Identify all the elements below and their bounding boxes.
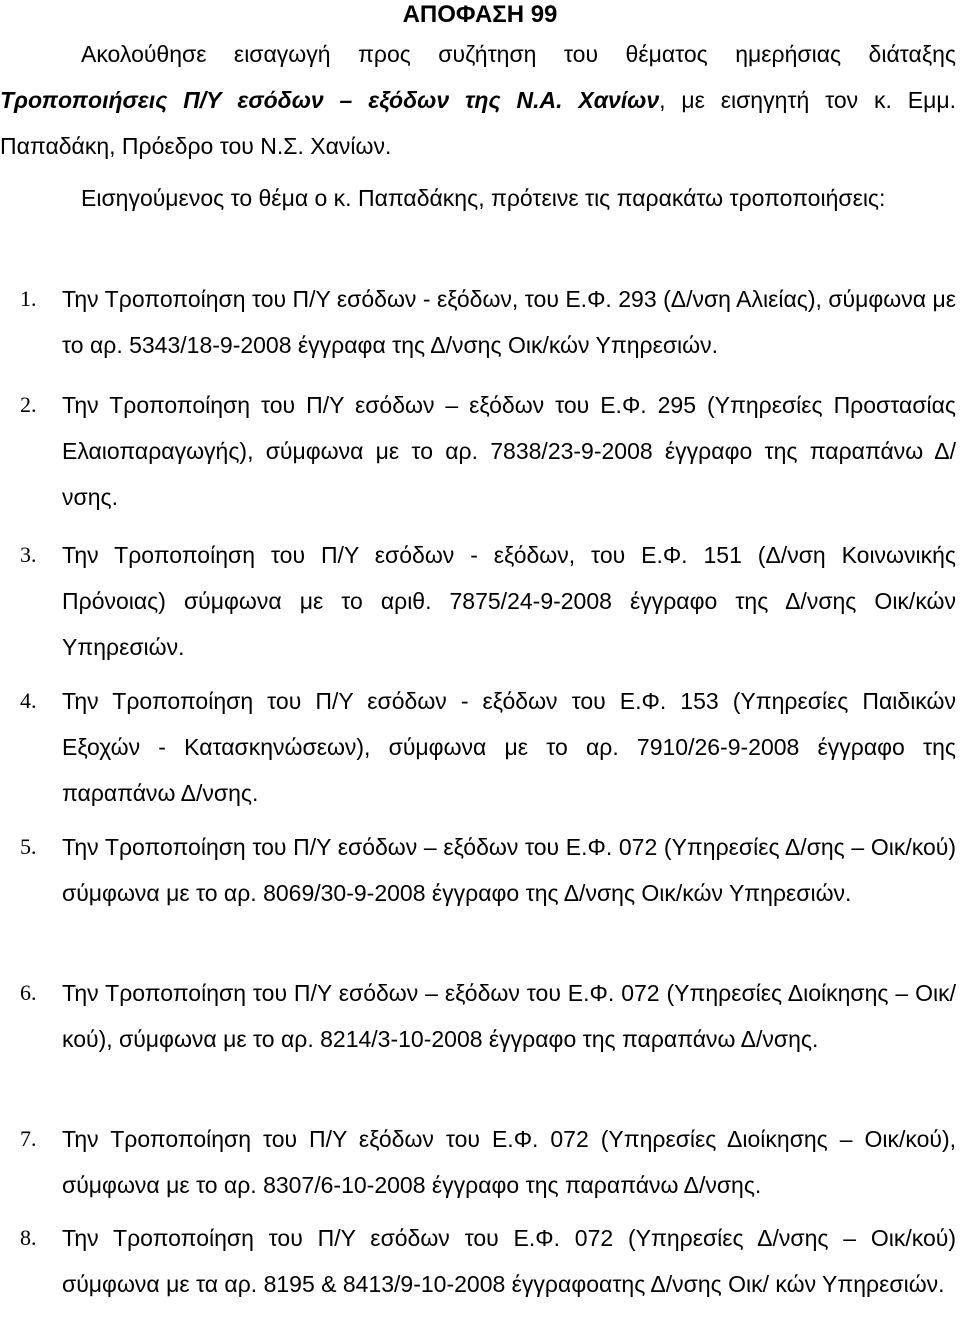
list-item-text: Την Τροποποίηση του Π/Υ εσόδων – εξόδων του Ε.Φ. 295 (Υπηρεσίες Προστασίας Ελαιοπαραγωγής), σύμφωνα με το αρ. 7838/23-9-2008 έγγραφο της παραπάνω Δ/νσης. [62,392,956,510]
intro-text-start: Ακολούθησε εισαγωγή προς συζήτηση του θέματος ημερήσιας διάταξης [81,41,956,67]
list-item-text: Την Τροποποίηση του Π/Υ εσόδων – εξόδων του Ε.Φ. 072 (Υπηρεσίες Δ/σης – Οικ/κού) σύμφωνα με το αρ. 8069/30-9-2008 έγγραφο της Δ/νσης Οικ/κών Υπηρεσιών. [62,834,956,906]
intro-paragraph [0,31,956,169]
list-item-number: 6. [20,980,37,1005]
list-item-text: Την Τροποποίηση του Π/Υ εσόδων - εξόδων, του Ε.Φ. 151 (Δ/νση Κοινωνικής Πρόνοιας) σύμφωνα με το αριθ. 7875/24-9-2008 έγγραφο της Δ/νσης Οικ/κών Υπηρεσιών. [62,542,956,660]
list-item-text: Την Τροποποίηση του Π/Υ εσόδων - εξόδων, του Ε.Φ. 293 (Δ/νση Αλιείας), σύμφωνα με το αρ. 5343/18-9-2008 έγγραφα της Δ/νσης Οικ/κών Υπηρεσιών. [62,286,956,358]
agenda-topic: Τροποποιήσεις Π/Υ εσόδων – εξόδων της Ν.Α. Χανίων [0,87,660,113]
list-item-number: 1. [20,286,37,311]
list-item-number: 5. [20,834,37,859]
list-item-number: 4. [20,688,37,713]
list-item-number: 2. [20,392,37,417]
proposal-intro-paragraph: Εισηγούμενος το θέμα ο κ. Παπαδάκης, πρότεινε τις παρακάτω τροποποιήσεις: [81,185,886,211]
list-item-text: Την Τροποποίηση του Π/Υ εξόδων του Ε.Φ. 072 (Υπηρεσίες Διοίκησης – Οικ/κού), σύμφωνα με το αρ. 8307/6-10-2008 έγγραφο της παραπάνω Δ/νσης. [62,1126,956,1198]
intro-text-end: , με εισηγητή τον κ. Εμμ. Παπαδάκη, Πρόεδρο του Ν.Σ. Χανίων. [0,87,956,159]
list-item-number: 8. [20,1225,37,1250]
list-item-text: Την Τροποποίηση του Π/Υ εσόδων του Ε.Φ. 072 (Υπηρεσίες Δ/νσης – Οικ/κού) σύμφωνα με τα αρ. 8195 & 8413/9-10-2008 έγγραφοατης Δ/νσης Οικ/ κών Υπηρεσιών. [62,1225,956,1297]
decision-title: ΑΠΟΦΑΣΗ 99 [402,1,558,28]
list-item-number: 7. [20,1126,37,1151]
list-item-text: Την Τροποποίηση του Π/Υ εσόδων – εξόδων του Ε.Φ. 072 (Υπηρεσίες Διοίκησης – Οικ/κού), σύμφωνα με το αρ. 8214/3-10-2008 έγγραφο της παραπάνω Δ/νσης. [62,980,956,1052]
list-item-number: 3. [20,542,37,567]
list-item-text: Την Τροποποίηση του Π/Υ εσόδων - εξόδων του Ε.Φ. 153 (Υπηρεσίες Παιδικών Εξοχών - Κατασκηνώσεων), σύμφωνα με το αρ. 7910/26-9-2008 έγγραφο της παραπάνω Δ/νσης. [62,688,956,806]
